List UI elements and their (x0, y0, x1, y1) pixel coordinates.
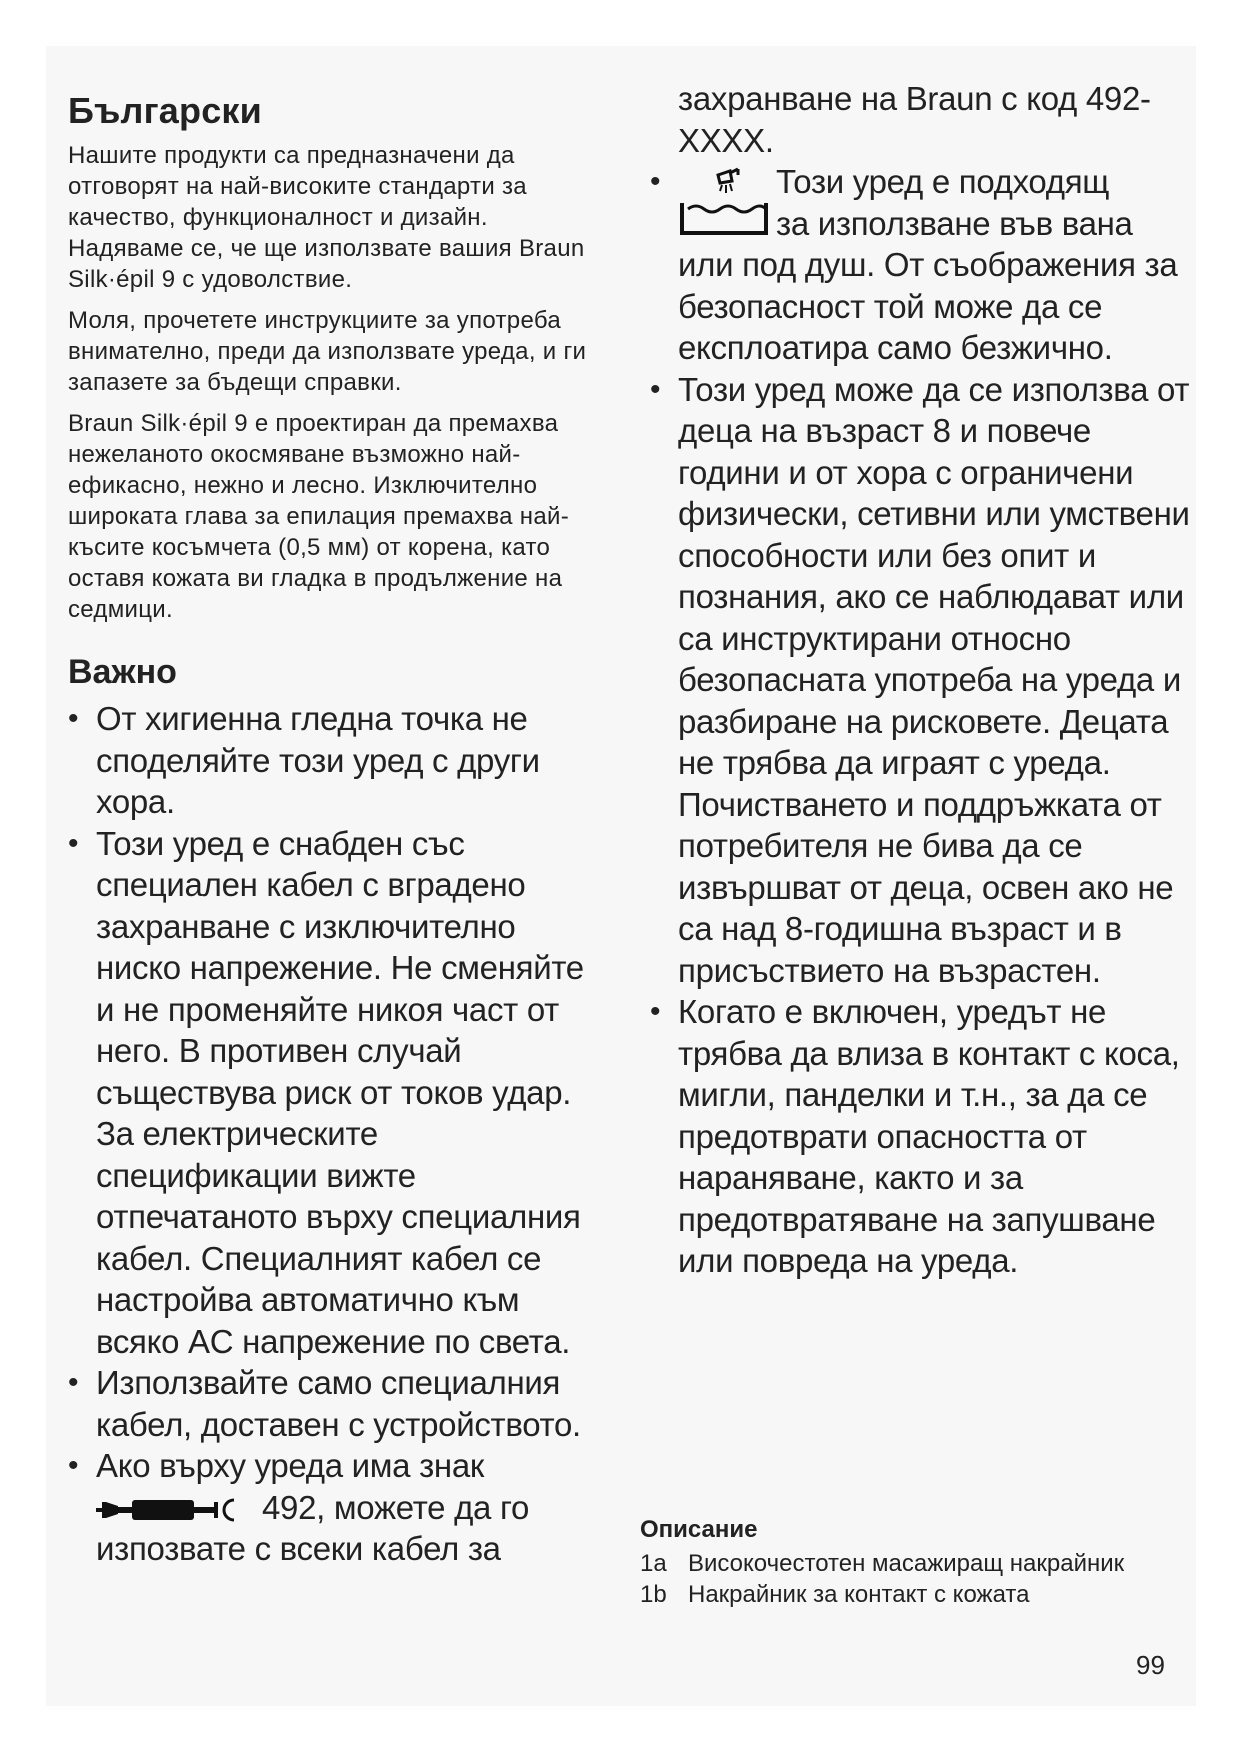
bath-text-lines (776, 161, 1133, 244)
list-item (68, 1362, 608, 1445)
right-column (650, 78, 1190, 1282)
intro-text (68, 140, 608, 625)
plug-text-after: 492, можете да го (262, 1488, 530, 1526)
description-item-number: 1b (640, 1581, 667, 1608)
list-item-text: Използвайте само специалния кабел, доставен с устройството. (96, 1364, 581, 1443)
list-item-text: или под душ. От съображения за безопасност той може да се експлоатира само безжично. (678, 246, 1178, 366)
important-list (68, 698, 608, 1570)
intro-paragraph: Braun Silk·épil 9 е проектиран да премахва нежеланото окосмяване възможно най-ефикасно, нежно и лесно. Изключително широката глава за епилация премахва най-късите косъмчета (0,5 мм) от корена, като оставя кожата ви гладка в продължение на седмици. (68, 410, 569, 623)
description-item-text: Накрайник за контакт с кожата (688, 1581, 1030, 1608)
bullet: • (650, 995, 661, 1028)
list-item (650, 369, 1190, 992)
bullet: • (650, 165, 661, 198)
continuation-text: захранване на Braun с код 492-XXXX. (678, 80, 1151, 159)
bath-row (678, 161, 1190, 244)
bullet: • (68, 826, 79, 860)
bath-shower-icon (678, 167, 770, 237)
bullet: • (650, 372, 661, 406)
plug-text-tail: изпозвате с всеки кабел за (96, 1530, 501, 1567)
list-item-plug (68, 1445, 608, 1570)
list-item (68, 823, 608, 1363)
description-section (640, 1516, 1160, 1610)
intro-paragraph: Моля, прочетете инструкциите за употреба внимателно, преди да използвате уреда, и ги запазете за бъдещи справки. (68, 307, 587, 396)
bullet: • (68, 702, 79, 735)
list-item (68, 698, 608, 823)
list-item-text: Този уред е снабден със специален кабел с вградено захранване с изключително ниско напрежение. Не сменяйте и не променяйте никоя част от него. В противен случай съществува риск от токов удар. За електрическите спецификации вижте отпечатаното върху специалния кабел. Специалният кабел се настройва автоматично към всяко AC напрежение по света. (96, 824, 584, 1360)
list-item-text: Този уред може да се използва от деца на възраст 8 и повече години и от хора с ограничени физически, сетивни или умствени способности или без опит и познания, ако се наблюдават или са инструктирани относно безопасната употреба на уреда и разбиране на рисковете. Децата не трябва да играят с уреда. Почистването и поддръжката от потребителя не бива да се извършват от деца, освен ако не са над 8-годишна възраст и в присъствието на възрастен. (678, 370, 1190, 989)
plug-symbol-icon (96, 1496, 256, 1524)
bath-line: Този уред е подходящ (776, 163, 1110, 200)
bullet: • (68, 1449, 79, 1482)
important-list-continued (650, 161, 1190, 1282)
language-heading: Български (68, 90, 262, 131)
list-item (650, 991, 1190, 1282)
list-item-text: От хигиенна гледна точка не споделяйте този уред с други хора. (96, 700, 540, 820)
list-item-bath (650, 161, 1190, 369)
page-number: 99 (1136, 1650, 1165, 1680)
description-item-text: Високочестотен масажиращ накрайник (688, 1550, 1125, 1577)
plug-text-before: Ако върху уреда има знак (96, 1447, 485, 1484)
intro-paragraph: Нашите продукти са предназначени да отговорят на най-високите стандарти за качество, функционалност и дизайн. Надяваме се, че ще използвате вашия Braun Silk·épil 9 с удоволствие. (68, 142, 585, 293)
description-heading: Описание (640, 1516, 758, 1543)
bath-line: за използване във вана (776, 204, 1133, 242)
description-item (640, 1548, 1160, 1579)
left-column (68, 78, 608, 1570)
description-item-number: 1a (640, 1550, 667, 1577)
bullet: • (68, 1366, 79, 1399)
description-item (640, 1579, 1160, 1610)
important-heading: Важно (68, 653, 177, 691)
list-item-text: Когато е включен, уредът не трябва да влиза в контакт с коса, мигли, панделки и т.н., за да се предотврати опасността от нараняване, както и за предотвратяване на запушване или повреда на уреда. (678, 993, 1180, 1279)
